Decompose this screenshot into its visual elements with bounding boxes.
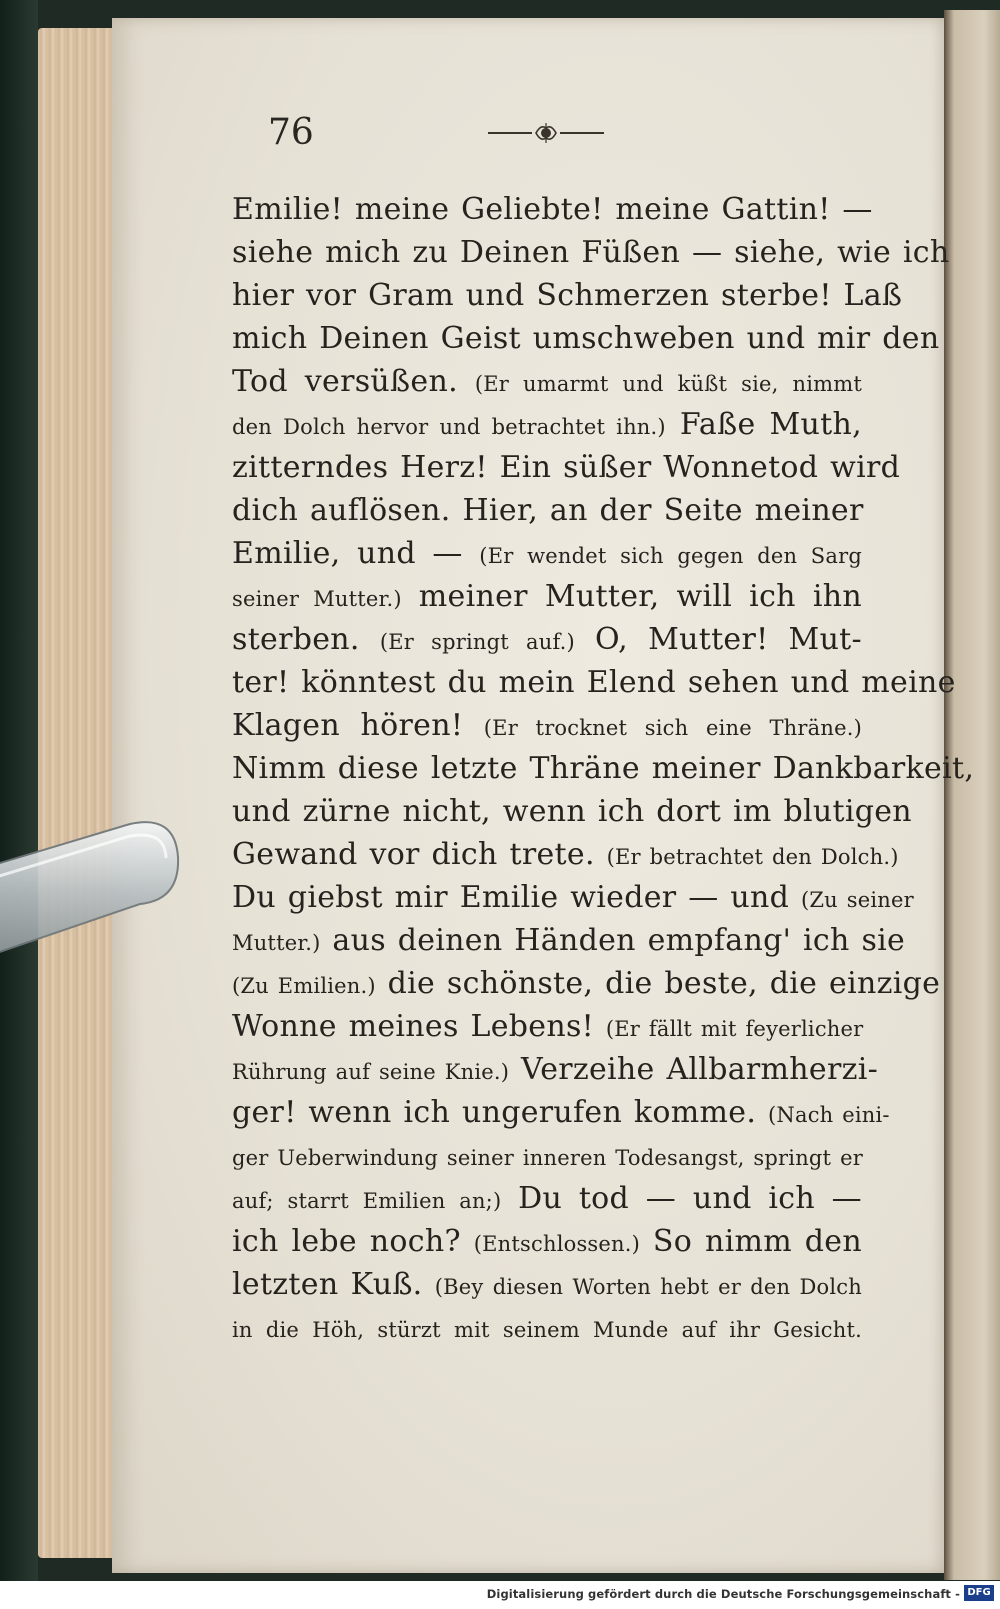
line-text: die schönste, die beste, die einzige — [375, 966, 941, 1001]
line-text: Faße Muth, — [665, 407, 862, 442]
line-text: mich Deinen Geist umschweben und mir den — [232, 321, 940, 356]
adjacent-page-edge — [944, 10, 1000, 1580]
text-line — [232, 1177, 862, 1220]
stage-direction: in die Höh, stürzt mit seinem Munde auf ihr Gesicht. — [232, 1318, 862, 1342]
text-line — [232, 1134, 862, 1177]
text-line — [232, 1048, 879, 1091]
line-text: Du giebst mir Emilie wieder — und — [232, 880, 801, 915]
text-line — [232, 919, 906, 962]
text-line — [232, 1220, 862, 1263]
text-line — [232, 1005, 862, 1048]
text-line — [232, 575, 862, 618]
text-line — [232, 790, 912, 833]
stage-direction: (Er wendet sich gegen den Sarg — [479, 544, 862, 568]
line-text: hier vor Gram und Schmerzen sterbe! Laß — [232, 278, 903, 313]
line-text: Wonne meines Lebens! — [232, 1009, 606, 1044]
body-text — [232, 188, 975, 1349]
stage-direction: ger Ueberwindung seiner inneren Todesangst, springt er — [232, 1146, 863, 1170]
stage-direction: (Nach eini- — [768, 1103, 890, 1127]
text-line — [232, 962, 941, 1005]
text-line — [232, 188, 873, 231]
line-text: ich lebe noch? — [232, 1224, 474, 1259]
line-text: zitterndes Herz! Ein süßer Wonnetod wird — [232, 450, 901, 485]
text-line — [232, 317, 940, 360]
line-text: So nimm den — [640, 1224, 862, 1259]
line-text: Nimm diese letzte Thräne meiner Dankbarkeit, — [232, 751, 975, 786]
line-text: aus deinen Händen empfang' ich sie — [320, 923, 906, 958]
text-line — [232, 489, 862, 532]
ornament-icon — [486, 118, 606, 148]
page-number: 76 — [268, 112, 314, 153]
stage-direction: (Er betrachtet den Dolch.) — [606, 845, 899, 869]
text-line — [232, 532, 862, 575]
line-text: ter! könntest du mein Elend sehen und meine — [232, 665, 956, 700]
line-text: ger! wenn ich ungerufen komme. — [232, 1095, 768, 1130]
dfg-logo: DFG — [964, 1585, 994, 1601]
line-text: meiner Mutter, will ich ihn — [401, 579, 862, 614]
line-text: Emilie, und — — [232, 536, 480, 571]
text-line — [232, 403, 862, 446]
line-text: dich auflösen. Hier, an der Seite meiner — [232, 493, 864, 528]
stage-direction: (Er trocknet sich eine Thräne.) — [483, 716, 862, 740]
text-line — [232, 876, 914, 919]
stage-direction: Mutter.) — [232, 931, 321, 955]
stage-direction: seiner Mutter.) — [232, 587, 402, 611]
line-text: sterben. — [232, 622, 380, 657]
stage-direction: auf; starrt Emilien an;) — [232, 1189, 502, 1213]
stage-direction: den Dolch hervor und betrachtet ihn.) — [232, 415, 666, 439]
text-line — [232, 360, 862, 403]
text-line — [232, 231, 950, 274]
scanner-clip — [0, 812, 180, 962]
footer-credit: Digitalisierung gefördert durch die Deutsche Forschungsgemeinschaft - — [486, 1587, 960, 1601]
line-text: Verzeihe Allbarmherzi- — [509, 1052, 879, 1087]
scanner-background — [0, 0, 38, 1609]
stage-direction: (Entschlossen.) — [473, 1232, 641, 1256]
text-line — [232, 1263, 862, 1306]
stage-direction: (Er umarmt und küßt sie, nimmt — [474, 372, 862, 396]
line-text: Tod versüßen. — [232, 364, 475, 399]
line-text: letzten Kuß. — [232, 1267, 435, 1302]
stage-direction: (Er fällt mit feyerlicher — [605, 1017, 864, 1041]
line-text: Gewand vor dich trete. — [232, 837, 607, 872]
stage-direction: (Zu Emilien.) — [232, 974, 376, 998]
line-text: Emilie! meine Geliebte! meine Gattin! — — [232, 192, 873, 227]
text-line — [232, 1306, 862, 1349]
stage-direction: (Zu seiner — [800, 888, 914, 912]
text-line — [232, 661, 956, 704]
text-line — [232, 833, 899, 876]
text-line — [232, 446, 901, 489]
line-text: und zürne nicht, wenn ich dort im blutigen — [232, 794, 912, 829]
text-line — [232, 618, 862, 661]
text-line — [232, 704, 862, 747]
text-line — [232, 1091, 890, 1134]
text-line — [232, 274, 903, 317]
text-line — [232, 747, 975, 790]
line-text: siehe mich zu Deinen Füßen — siehe, wie ich — [232, 235, 950, 270]
line-text: Du tod — und ich — — [501, 1181, 862, 1216]
line-text: O, Mutter! Mut- — [574, 622, 862, 657]
stage-direction: Rührung auf seine Knie.) — [232, 1060, 510, 1084]
line-text: Klagen hören! — [232, 708, 484, 743]
stage-direction: (Er springt auf.) — [379, 630, 575, 654]
stage-direction: (Bey diesen Worten hebt er den Dolch — [434, 1275, 862, 1299]
